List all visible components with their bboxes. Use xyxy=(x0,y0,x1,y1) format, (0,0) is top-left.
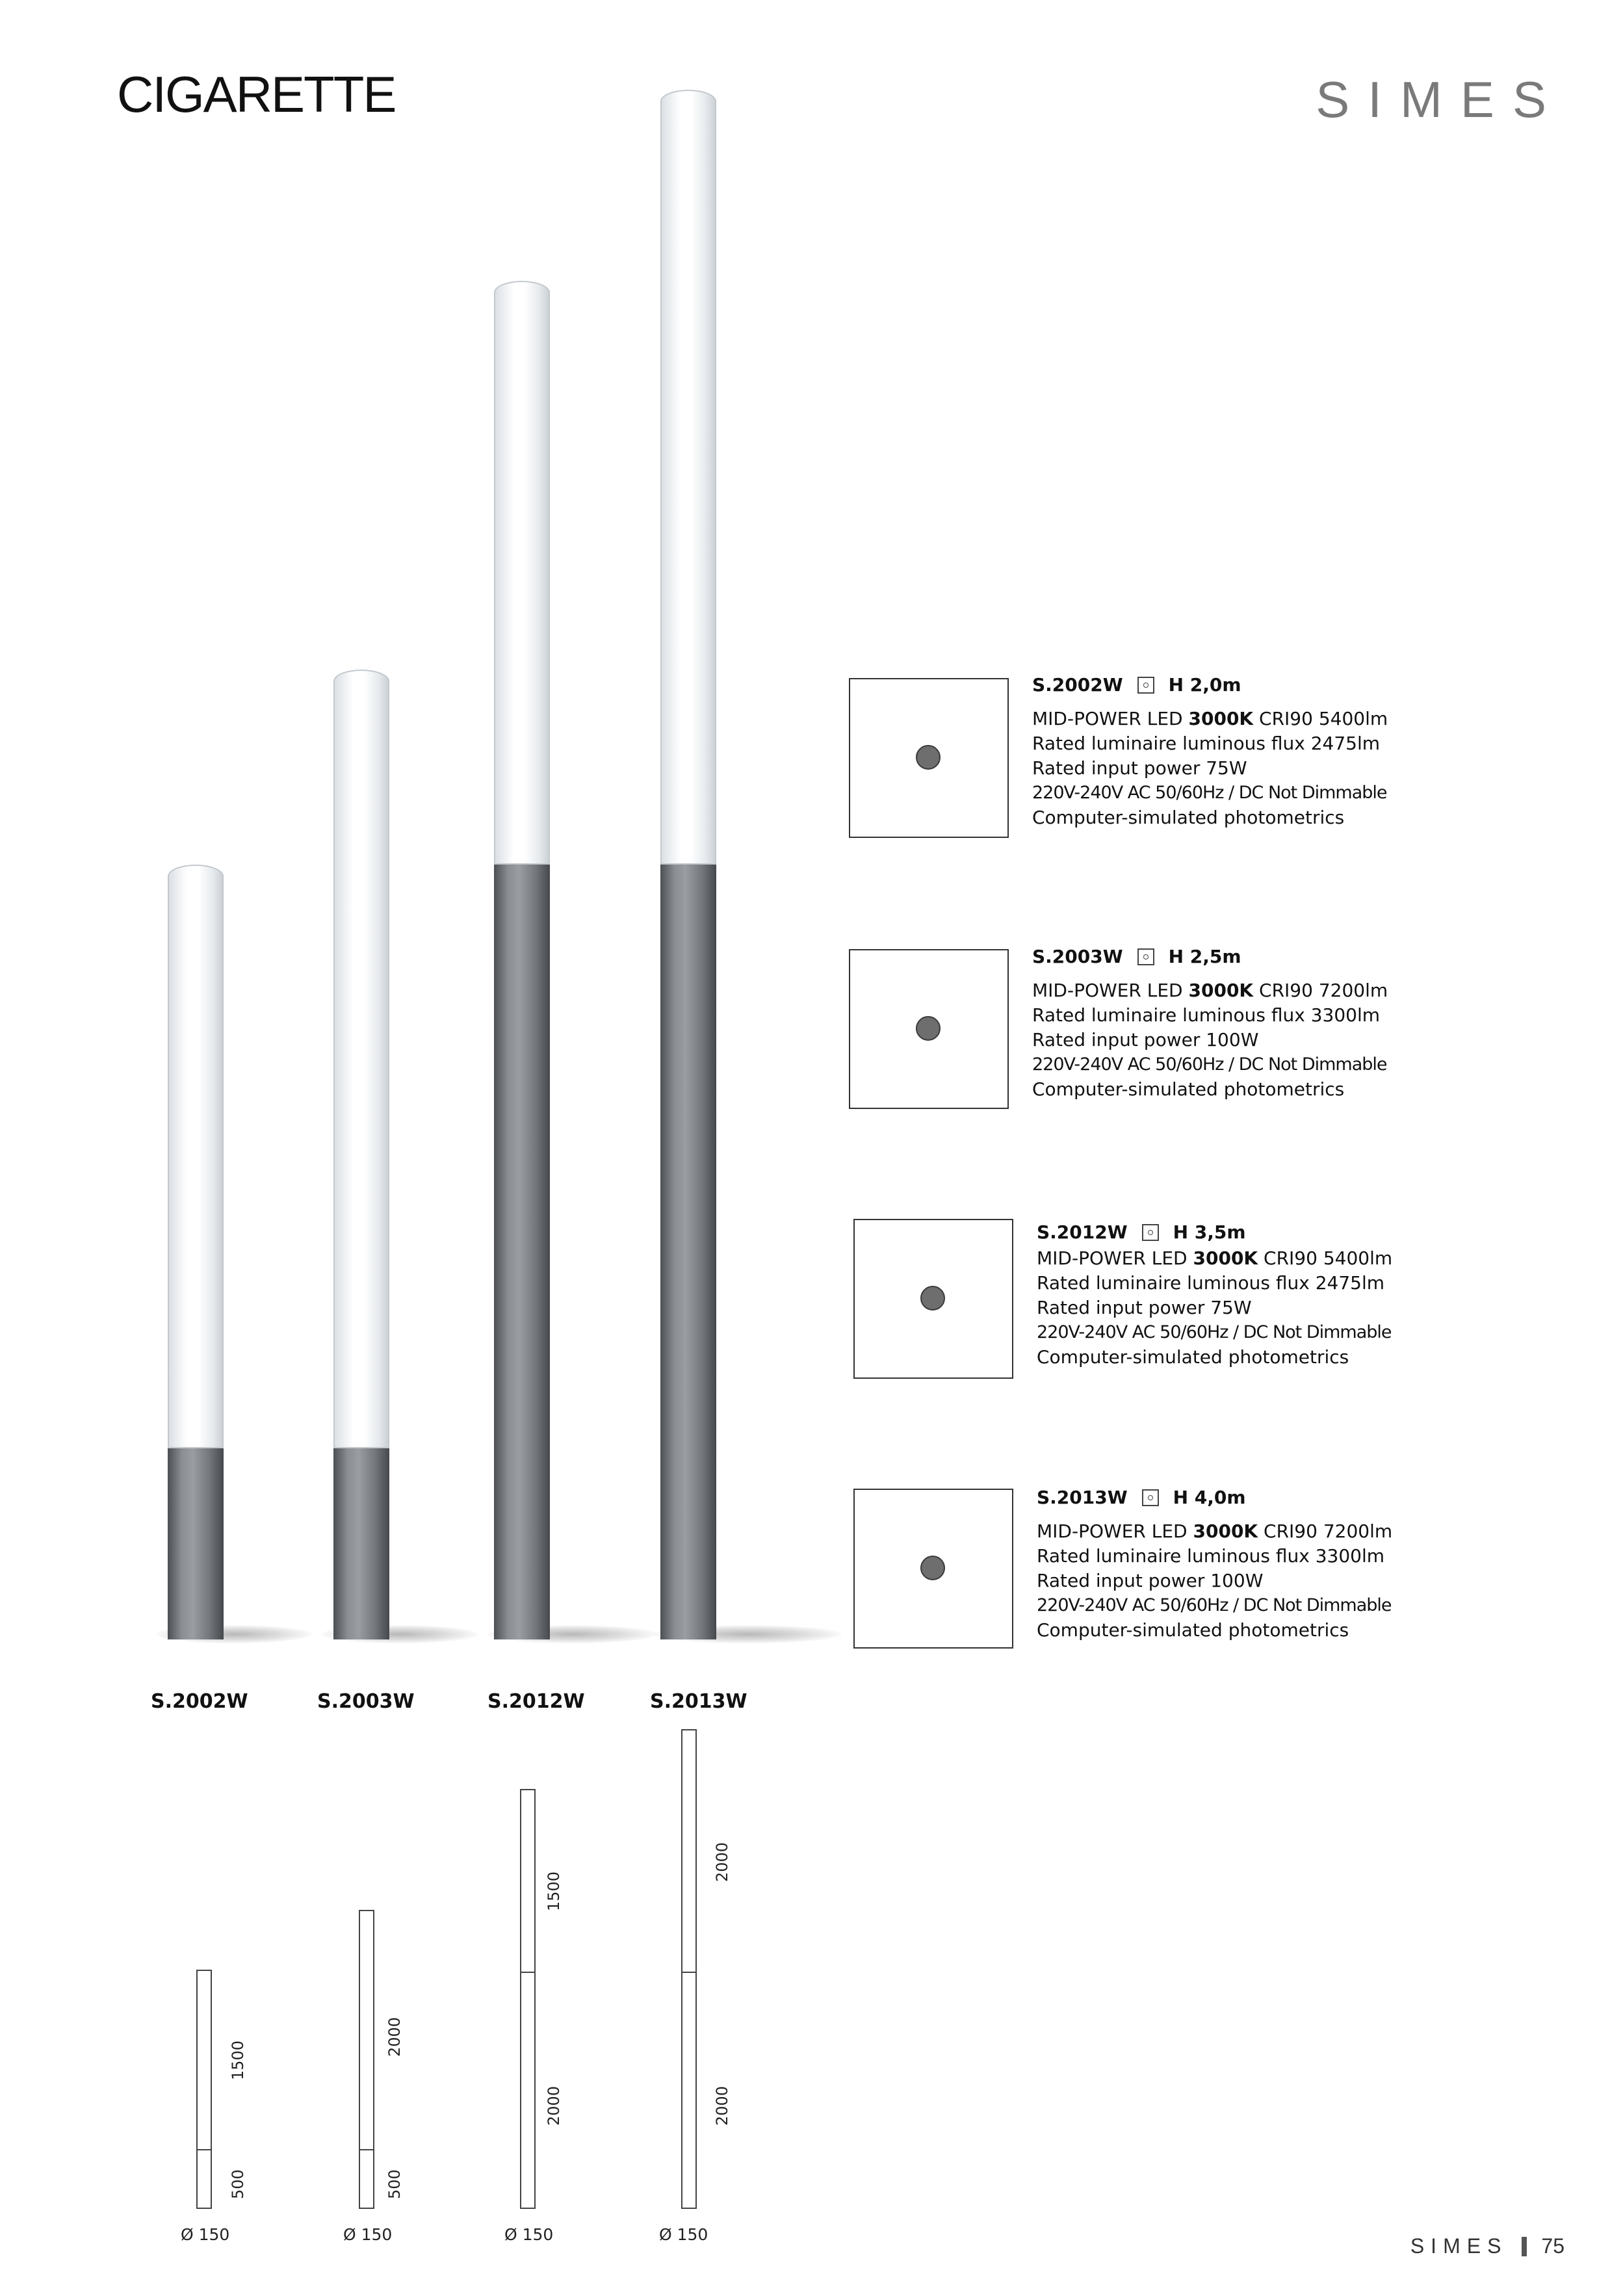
product-height: H 2,0m xyxy=(1168,674,1241,696)
dimension-upper: 1500 xyxy=(545,1871,563,1911)
diameter-label: Ø 150 xyxy=(504,2225,554,2244)
color-temperature: 3000K xyxy=(1193,1247,1258,1269)
spec-block xyxy=(1037,1220,1392,1370)
input-power: Rated input power 75W xyxy=(1032,757,1247,779)
pole-label: S.2012W xyxy=(487,1690,585,1713)
led-type: MID-POWER LED xyxy=(1037,1247,1193,1269)
dimension-lower: 500 xyxy=(385,2169,404,2199)
dimension-bar xyxy=(520,1789,536,2209)
voltage: 220V-240V AC 50/60Hz / DC Not Dimmable xyxy=(1037,1322,1392,1342)
dimension-divider xyxy=(520,1972,536,1973)
ip-rating-icon xyxy=(1137,948,1154,965)
page-number: 75 xyxy=(1541,2234,1565,2258)
cri-lumen: CRI90 7200lm xyxy=(1258,1520,1393,1542)
light-spot xyxy=(916,745,941,770)
voltage: 220V-240V AC 50/60Hz / DC Not Dimmable xyxy=(1037,1595,1392,1615)
dimension-lower: 500 xyxy=(229,2169,247,2199)
dimension-lower: 2000 xyxy=(713,2085,731,2126)
light-spot xyxy=(920,1286,945,1311)
pole-base xyxy=(660,865,716,1639)
voltage: 220V-240V AC 50/60Hz / DC Not Dimmable xyxy=(1032,783,1387,803)
pole-base xyxy=(494,865,550,1639)
light-spot xyxy=(916,1016,941,1041)
dimension-lower: 2000 xyxy=(545,2085,563,2126)
photometric-diagram xyxy=(853,1219,1013,1379)
pole-s2012w xyxy=(494,281,550,1639)
voltage: 220V-240V AC 50/60Hz / DC Not Dimmable xyxy=(1032,1054,1387,1075)
dimension-divider xyxy=(681,1972,697,1973)
product-code: S.2003W xyxy=(1032,946,1123,967)
dimension-upper: 1500 xyxy=(229,2040,247,2080)
photometrics-note: Computer-simulated photometrics xyxy=(1037,1619,1349,1641)
light-spot xyxy=(920,1556,945,1580)
ip-rating-icon xyxy=(1142,1224,1159,1241)
luminous-flux: Rated luminaire luminous flux 2475lm xyxy=(1032,733,1381,754)
ip-rating-icon xyxy=(1137,677,1154,694)
dimension-bar xyxy=(196,1970,212,2209)
diameter-label: Ø 150 xyxy=(343,2225,393,2244)
pole-label: S.2013W xyxy=(650,1690,747,1713)
color-temperature: 3000K xyxy=(1193,1520,1258,1542)
input-power: Rated input power 100W xyxy=(1037,1570,1264,1591)
photometric-diagram xyxy=(849,949,1009,1109)
luminous-flux: Rated luminaire luminous flux 2475lm xyxy=(1037,1272,1385,1294)
product-code: S.2012W xyxy=(1037,1221,1128,1243)
product-height: H 2,5m xyxy=(1168,946,1241,967)
product-code: S.2013W xyxy=(1037,1487,1128,1508)
pole-diffuser xyxy=(168,865,224,1448)
spec-block xyxy=(1032,945,1388,1102)
cri-lumen: CRI90 5400lm xyxy=(1253,708,1388,729)
spec-block xyxy=(1032,673,1388,830)
led-type: MID-POWER LED xyxy=(1032,708,1189,729)
cri-lumen: CRI90 7200lm xyxy=(1253,980,1388,1001)
dimension-upper: 2000 xyxy=(385,2016,404,2057)
pole-label: S.2003W xyxy=(317,1690,415,1713)
spec-block xyxy=(1037,1485,1392,1643)
product-height: H 3,5m xyxy=(1173,1221,1246,1243)
photometric-diagram xyxy=(853,1489,1013,1649)
pole-s2002w xyxy=(168,865,224,1639)
input-power: Rated input power 100W xyxy=(1032,1029,1259,1050)
cri-lumen: CRI90 5400lm xyxy=(1258,1247,1393,1269)
led-type: MID-POWER LED xyxy=(1037,1520,1193,1542)
dimension-bar xyxy=(681,1729,697,2209)
product-code: S.2002W xyxy=(1032,674,1123,696)
led-type: MID-POWER LED xyxy=(1032,980,1189,1001)
footer-separator xyxy=(1522,2237,1527,2256)
footer-brand: SIMES xyxy=(1410,2234,1508,2258)
product-height: H 4,0m xyxy=(1173,1487,1246,1508)
pole-base xyxy=(168,1448,224,1639)
dimension-divider xyxy=(196,2149,212,2150)
pole-label: S.2002W xyxy=(151,1690,248,1713)
brand-logo: SIMES xyxy=(1316,71,1565,128)
luminous-flux: Rated luminaire luminous flux 3300lm xyxy=(1037,1545,1385,1567)
pole-diffuser xyxy=(660,90,716,865)
color-temperature: 3000K xyxy=(1188,980,1254,1001)
photometric-diagram xyxy=(849,678,1009,838)
diameter-label: Ø 150 xyxy=(659,2225,708,2244)
page-title: CIGARETTE xyxy=(117,66,396,123)
pole-diffuser xyxy=(333,670,389,1448)
pole-s2013w xyxy=(660,90,716,1639)
dimension-bar xyxy=(359,1910,374,2209)
dimension-divider xyxy=(359,2149,374,2150)
ip-rating-icon xyxy=(1142,1489,1159,1506)
dimension-upper: 2000 xyxy=(713,1842,731,1882)
photometrics-note: Computer-simulated photometrics xyxy=(1032,807,1345,828)
pole-diffuser xyxy=(494,281,550,865)
luminous-flux: Rated luminaire luminous flux 3300lm xyxy=(1032,1004,1381,1026)
pole-base xyxy=(333,1448,389,1639)
diameter-label: Ø 150 xyxy=(181,2225,230,2244)
input-power: Rated input power 75W xyxy=(1037,1297,1252,1318)
photometrics-note: Computer-simulated photometrics xyxy=(1037,1346,1349,1368)
photometrics-note: Computer-simulated photometrics xyxy=(1032,1078,1345,1100)
color-temperature: 3000K xyxy=(1188,708,1254,729)
page-footer xyxy=(1410,2234,1565,2258)
pole-s2003w xyxy=(333,670,389,1639)
